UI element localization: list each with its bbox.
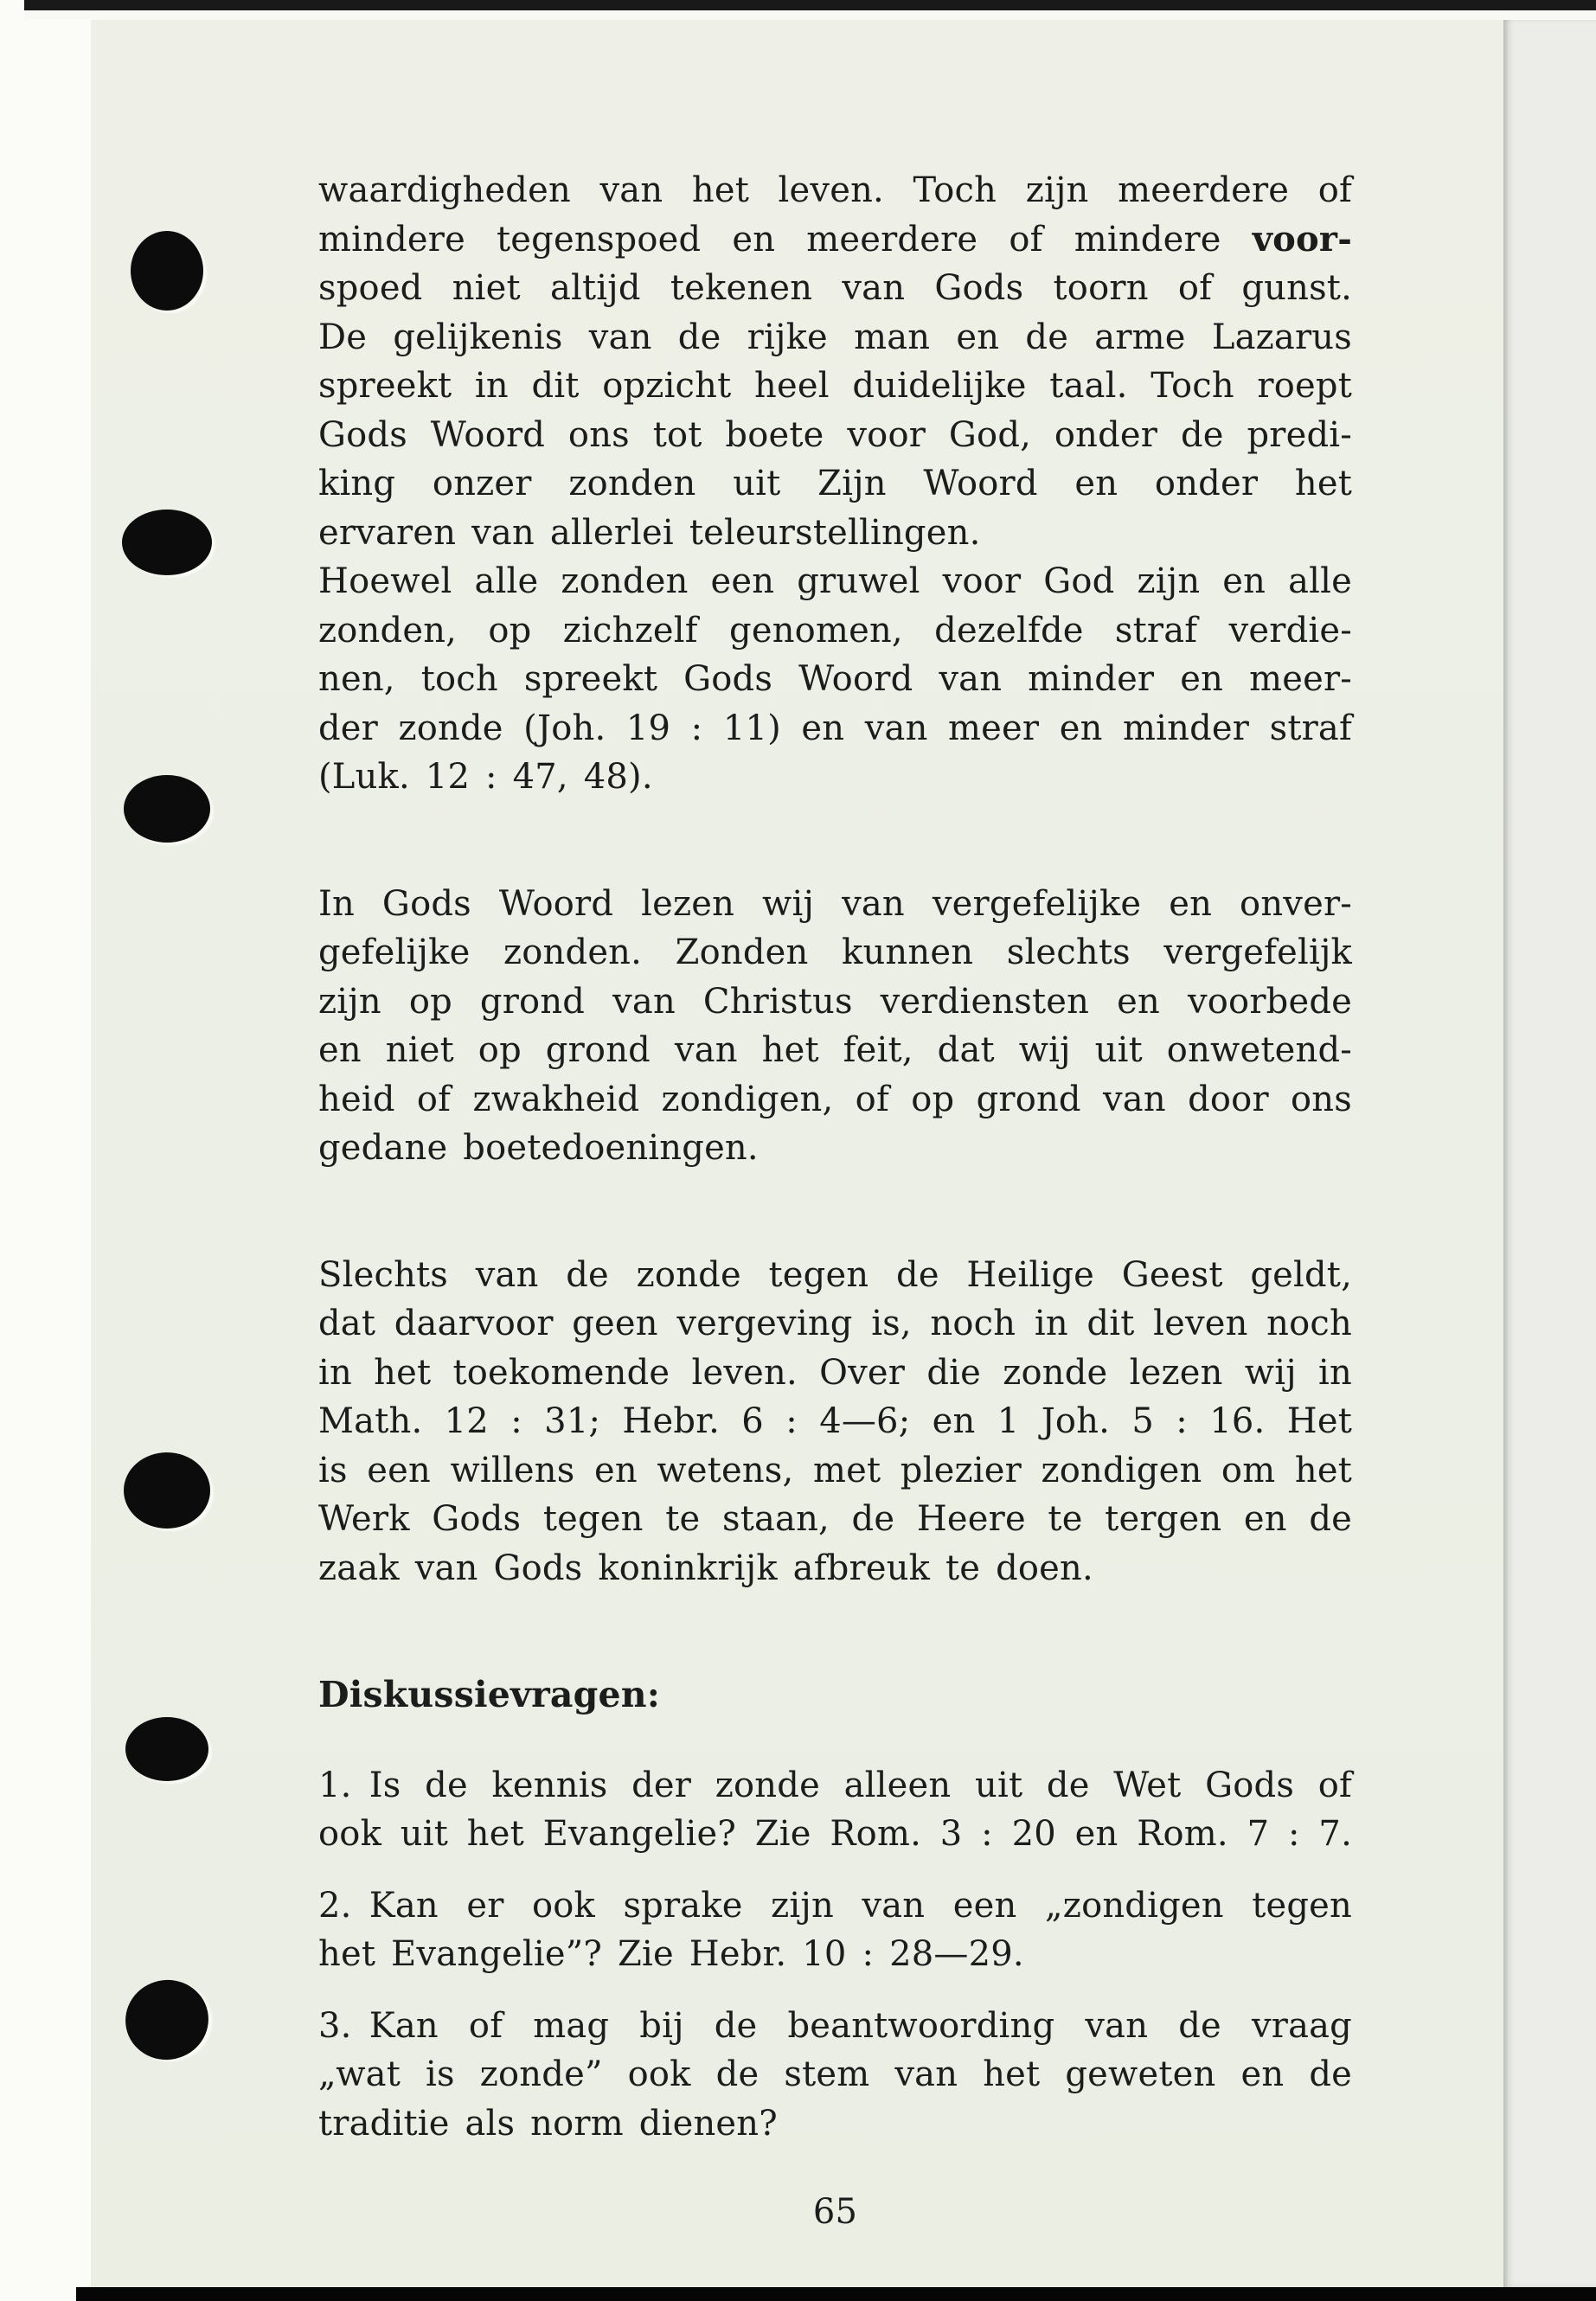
text-line: 1. Is de kennis der zonde alleen uit de Wet Gods of [318, 1765, 1352, 1805]
text-line: in het toekomende leven. Over die zonde lezen wij in [318, 1352, 1352, 1393]
text-line: en niet op grond van het feit, dat wij uit onwetend- [318, 1030, 1352, 1070]
punch-hole [122, 510, 212, 575]
question-block [318, 2002, 1352, 2149]
text-line: zijn op grond van Christus verdiensten en voorbede [318, 981, 1352, 1022]
text-line: ook uit het Evangelie? Zie Rom. 3 : 20 en Rom. 7 : 7. [318, 1814, 1352, 1854]
text-line: Slechts van de zonde tegen de Heilige Geest geldt, [318, 1254, 1352, 1295]
text-line: gedane boetedoeningen. [318, 1128, 759, 1168]
text-line: 2. Kan er ook sprake zijn van een „zondigen tegen [318, 1885, 1352, 1926]
text-line: 3. Kan of mag bij de beantwoording van de vraag [318, 2005, 1352, 2046]
text-line: is een willens en wetens, met plezier zondigen om het [318, 1450, 1352, 1490]
text-line: nen, toch spreekt Gods Woord van minder en meer- [318, 659, 1352, 699]
text-line: ervaren van allerlei teleurstellingen. [318, 512, 981, 553]
text-line: zonden, op zichzelf genomen, dezelfde straf verdie- [318, 610, 1352, 651]
text-line: Werk Gods tegen te staan, de Heere te tergen en de [318, 1499, 1352, 1539]
text-line: zaak van Gods koninkrijk afbreuk te doen. [318, 1548, 1093, 1588]
text-line: Math. 12 : 31; Hebr. 6 : 4—6; en 1 Joh. 5 : 16. Het [318, 1401, 1352, 1441]
text-line: dat daarvoor geen vergeving is, noch in dit leven noch [318, 1304, 1352, 1343]
text-line: „wat is zonde” ook de stem van het geweten en de [318, 2054, 1352, 2094]
text-line: der zonde (Joh. 19 : 11) en van meer en minder straf [318, 708, 1352, 748]
text-blocks [318, 166, 1352, 2148]
scan-border-bottom [76, 2287, 1596, 2301]
paragraph-block [318, 166, 1352, 802]
question-block [318, 1761, 1352, 1859]
question-block [318, 1881, 1352, 1979]
scan-gap-top [24, 10, 1596, 20]
page-edge-right [1503, 19, 1596, 2287]
page-number: 65 [812, 2192, 858, 2232]
section-heading: Diskussievragen: [318, 1674, 661, 1715]
text-line: traditie als norm dienen? [318, 2103, 778, 2144]
punch-hole [124, 775, 210, 843]
punch-hole [125, 1717, 208, 1781]
text-line: (Luk. 12 : 47, 48). [318, 757, 653, 797]
text-column [318, 166, 1352, 2236]
text-line: gefelijke zonden. Zonden kunnen slechts vergefelijk [318, 933, 1352, 972]
paragraph-block [318, 880, 1352, 1173]
text-line: De gelijkenis van de rijke man en de arme Lazarus [318, 317, 1352, 357]
text-line: spoed niet altijd tekenen van Gods toorn of gunst. [318, 268, 1352, 308]
paragraph-block [318, 1251, 1352, 1593]
text-line: waardigheden van het leven. Toch zijn meerdere of [318, 170, 1352, 210]
punch-hole [124, 1452, 210, 1529]
text-line: heid of zwakheid zondigen, of op grond van door ons [318, 1079, 1352, 1119]
text-line: spreekt in dit opzicht heel duidelijke taal. Toch roept [318, 366, 1352, 406]
text-line: In Gods Woord lezen wij van vergefelijke en onver- [318, 883, 1352, 924]
text-line: king onzer zonden uit Zijn Woord en onder het [318, 464, 1352, 503]
punch-hole [131, 231, 203, 311]
text-line: Hoewel alle zonden een gruwel voor God zijn en alle [318, 561, 1352, 601]
text-line: mindere tegenspoed en meerdere of mindere voor- [318, 218, 1352, 260]
text-line: het Evangelie”? Zie Hebr. 10 : 28—29. [318, 1934, 1024, 1974]
scan-border-top [24, 0, 1596, 10]
text-line: Gods Woord ons tot boete voor God, onder de predi- [318, 414, 1352, 455]
